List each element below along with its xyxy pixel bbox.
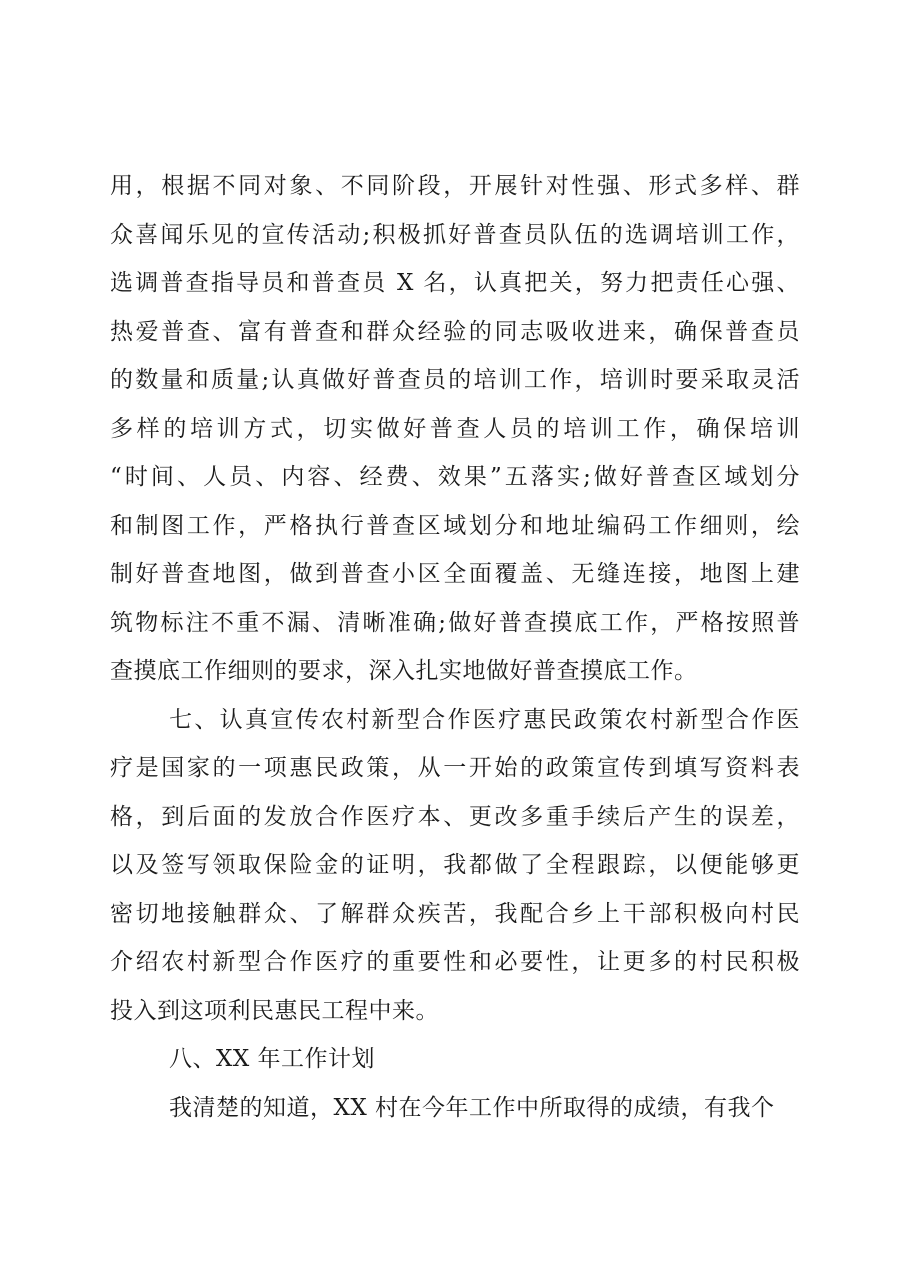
text-line: 以及签写领取保险金的证明，我都做了全程跟踪，以便能够更 (110, 852, 800, 878)
paragraph (110, 1084, 800, 1133)
text-line: 密切地接触群众、了解群众疾苦，我配合乡上干部积极向村民 (110, 900, 800, 927)
text-line: 八、XX 年工作计划 (169, 1046, 376, 1072)
text-line: 筑物标注不重不漏、清晰准确;做好普查摸底工作，严格按照普 (110, 609, 800, 636)
text-line: 多样的培训方式，切实做好普查人员的培训工作，确保培训 (110, 415, 800, 442)
paragraph (110, 1035, 800, 1084)
text-line: 投入到这项利民惠民工程中来。 (110, 997, 439, 1024)
text-line: 查摸底工作细则的要求，深入扎实地做好普查摸底工作。 (110, 658, 698, 684)
text-line: 选调普查指导员和普查员 X 名，认真把关，努力把责任心强、 (110, 270, 800, 296)
text-line: 疗是国家的一项惠民政策，从一开始的政策宣传到填写资料表 (110, 755, 800, 781)
text-line: 众喜闻乐见的宣传活动;积极抓好普查员队伍的选调培训工作， (110, 221, 800, 248)
text-line: 七、认真宣传农村新型合作医疗惠民政策农村新型合作医 (169, 706, 800, 733)
text-line: 制好普查地图，做到普查小区全面覆盖、无缝连接，地图上建 (110, 561, 800, 587)
paragraph (110, 696, 800, 1036)
text-line: 和制图工作，严格执行普查区域划分和地址编码工作细则，绘 (110, 512, 800, 539)
text-line: “时间、人员、内容、经费、效果”五落实;做好普查区域划分 (110, 464, 800, 490)
text-line: 格，到后面的发放合作医疗本、更改多重手续后产生的误差， (110, 803, 800, 830)
document-body (110, 162, 800, 1132)
text-line: 我清楚的知道，XX 村在今年工作中所取得的成绩，有我个 (169, 1094, 775, 1121)
paragraph (110, 162, 800, 696)
text-line: 的数量和质量;认真做好普查员的培训工作，培训时要采取灵活 (110, 367, 800, 393)
text-line: 热爱普查、富有普查和群众经验的同志吸收进来，确保普查员 (110, 318, 800, 345)
text-line: 用，根据不同对象、不同阶段，开展针对性强、形式多样、群 (110, 173, 800, 199)
text-line: 介绍农村新型合作医疗的重要性和必要性，让更多的村民积极 (110, 949, 800, 975)
